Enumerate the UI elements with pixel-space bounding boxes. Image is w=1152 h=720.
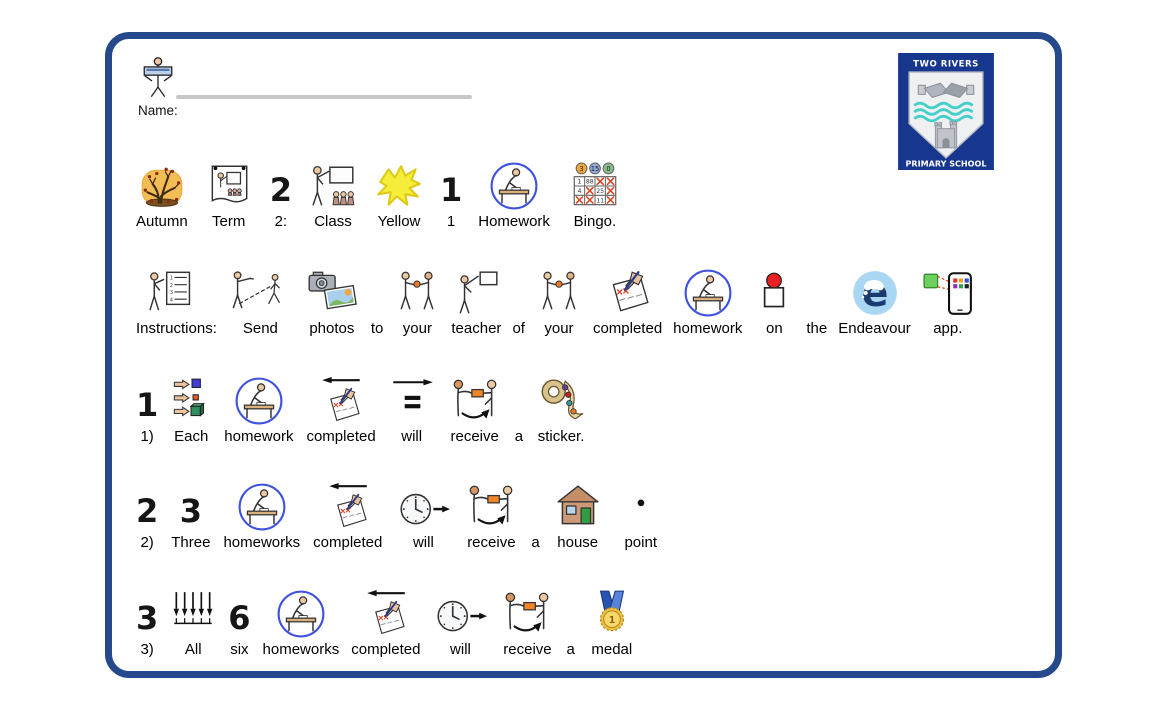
symbol-word-token xyxy=(587,585,637,659)
symbol-word-token xyxy=(171,372,211,446)
name-label: Name: xyxy=(138,103,178,118)
logo-school-name-top: TWO RIVERS xyxy=(913,59,979,70)
word-label: will xyxy=(412,534,434,551)
receive-icon xyxy=(464,482,518,532)
word-label: to xyxy=(370,320,384,337)
word-label: a xyxy=(531,534,540,551)
symbol-word-token xyxy=(616,478,666,552)
word-label: of xyxy=(512,320,525,337)
symbol-word-token xyxy=(170,585,216,659)
symbol-word-token xyxy=(922,264,974,338)
homework-icon xyxy=(276,589,326,639)
symbol-word-token xyxy=(566,585,574,659)
symbol-word-token xyxy=(228,264,293,338)
symbol-word-token xyxy=(389,372,435,446)
instructions-row xyxy=(136,264,974,338)
word-label: Term xyxy=(212,213,246,230)
word-label: a xyxy=(566,641,575,658)
worksheet-card xyxy=(105,32,1062,678)
logo-school-name-bottom: PRIMARY SCHOOL xyxy=(905,159,987,169)
word-label: completed xyxy=(306,428,376,445)
title-row xyxy=(136,157,624,231)
yellow-icon xyxy=(374,161,424,211)
photos-icon xyxy=(304,268,360,318)
word-label: 2) xyxy=(140,534,154,551)
word-label: photos xyxy=(309,320,355,337)
word-label: 1) xyxy=(140,428,154,445)
term-icon xyxy=(204,161,254,211)
symbol-word-token xyxy=(228,585,250,659)
teacher-icon xyxy=(451,268,501,318)
number-glyph: 2 xyxy=(269,171,292,209)
symbol-word-token xyxy=(313,478,382,552)
name-write-line xyxy=(176,95,472,99)
word-label: the xyxy=(806,320,828,337)
word-label: Instructions: xyxy=(136,320,217,337)
word-label: Bingo. xyxy=(573,213,617,230)
medal-icon xyxy=(587,589,637,639)
word-label: Three xyxy=(171,534,211,551)
word-label: Endeavour xyxy=(838,320,911,337)
symbol-word-token xyxy=(136,264,217,338)
symbol-word-token xyxy=(673,264,742,338)
symbol-word-token xyxy=(451,264,501,338)
word-label: six xyxy=(230,641,249,658)
symbol-word-token xyxy=(136,585,158,659)
symbol-word-token xyxy=(171,478,210,552)
word-label: teacher xyxy=(451,320,502,337)
word-label: Yellow xyxy=(377,213,421,230)
completed-arrow-icon xyxy=(316,376,366,426)
number-glyph: 1 xyxy=(136,386,159,424)
number-glyph: 3 xyxy=(136,599,159,637)
completed-arrow-icon xyxy=(323,482,373,532)
symbol-word-token xyxy=(395,478,451,552)
will-clock-icon xyxy=(432,589,488,639)
word-label: will xyxy=(450,641,471,658)
word-label: will xyxy=(401,428,423,445)
symbol-word-token xyxy=(224,372,293,446)
will-equals-icon xyxy=(389,376,435,426)
send-icon xyxy=(228,268,293,318)
word-label: homeworks xyxy=(262,641,340,658)
word-label: house xyxy=(557,534,599,551)
word-label: Each xyxy=(174,428,209,445)
rule-1-row xyxy=(136,372,586,446)
app-icon xyxy=(922,268,974,318)
number-glyph: 2 xyxy=(136,492,159,530)
symbol-word-token xyxy=(536,372,586,446)
symbol-word-token xyxy=(432,585,488,659)
name-badge-icon xyxy=(136,53,180,101)
symbol-word-token xyxy=(478,157,550,231)
symbol-word-token xyxy=(448,372,502,446)
will-clock-icon xyxy=(395,482,451,532)
name-section xyxy=(136,53,180,106)
completed-plain-icon xyxy=(603,268,653,318)
point-icon xyxy=(616,482,666,532)
word-label: homework xyxy=(673,320,743,337)
symbol-word-token xyxy=(806,264,827,338)
symbol-word-token xyxy=(531,478,539,552)
symbol-word-token xyxy=(515,372,523,446)
symbol-word-token xyxy=(306,372,375,446)
symbol-word-token xyxy=(304,264,360,338)
homework-icon xyxy=(234,376,284,426)
symbol-word-token xyxy=(753,264,795,338)
symbol-word-token xyxy=(204,157,254,231)
on-icon xyxy=(753,268,795,318)
all-icon xyxy=(170,589,216,639)
word-label: All xyxy=(184,641,202,658)
number-glyph: 1 xyxy=(439,171,463,209)
symbol-word-token xyxy=(566,157,624,231)
word-label: homework xyxy=(224,428,294,445)
your-icon xyxy=(536,268,582,318)
symbol-word-token xyxy=(270,157,292,231)
number-glyph: 6 xyxy=(228,599,251,637)
word-label: Class xyxy=(314,213,352,230)
word-label: medal xyxy=(591,641,633,658)
rule-3-row xyxy=(136,585,637,659)
word-label: Homework xyxy=(478,213,550,230)
symbol-word-token xyxy=(351,585,420,659)
word-label: on xyxy=(766,320,783,337)
word-label: completed xyxy=(351,641,421,658)
symbol-word-token xyxy=(371,264,384,338)
word-label: 3) xyxy=(140,641,154,658)
symbol-word-token xyxy=(838,264,911,338)
number-glyph: 3 xyxy=(179,492,202,530)
symbol-word-token xyxy=(464,478,518,552)
instructions-icon xyxy=(146,268,206,318)
homework-icon xyxy=(683,268,733,318)
word-label: 2: xyxy=(274,213,288,230)
word-label: completed xyxy=(313,534,383,551)
symbol-word-token xyxy=(374,157,424,231)
symbol-word-token xyxy=(500,585,554,659)
homework-icon xyxy=(489,161,539,211)
word-label: your xyxy=(402,320,432,337)
each-icon xyxy=(171,376,211,426)
symbol-word-token xyxy=(136,372,158,446)
symbol-word-token xyxy=(136,478,158,552)
symbol-word-token xyxy=(136,157,188,231)
class-icon xyxy=(308,161,358,211)
bingo-icon xyxy=(566,161,624,211)
symbol-word-token xyxy=(536,264,582,338)
word-label: receive xyxy=(467,534,516,551)
sticker-icon xyxy=(536,376,586,426)
symbol-word-token xyxy=(593,264,662,338)
homework-icon xyxy=(237,482,287,532)
receive-icon xyxy=(448,376,502,426)
school-logo xyxy=(898,53,994,170)
symbol-word-token xyxy=(440,157,462,231)
word-label: app. xyxy=(933,320,963,337)
symbol-word-token xyxy=(512,264,525,338)
your-icon xyxy=(394,268,440,318)
word-label: receive xyxy=(450,428,499,445)
word-label: 1 xyxy=(446,213,456,230)
house-icon xyxy=(553,482,603,532)
word-label: homeworks xyxy=(223,534,301,551)
endeavour-icon xyxy=(850,268,900,318)
word-label: a xyxy=(514,428,524,445)
word-label: receive xyxy=(503,641,552,658)
completed-arrow-icon xyxy=(361,589,411,639)
word-label: point xyxy=(624,534,657,551)
symbol-word-token xyxy=(553,478,603,552)
symbol-word-token xyxy=(308,157,358,231)
word-label: Autumn xyxy=(136,213,188,230)
word-label: Send xyxy=(242,320,278,337)
symbol-word-token xyxy=(394,264,440,338)
rule-2-row xyxy=(136,478,666,552)
symbol-word-token xyxy=(263,585,340,659)
symbol-word-token xyxy=(223,478,300,552)
word-label: sticker. xyxy=(537,428,585,445)
word-label: completed xyxy=(592,320,663,337)
receive-icon xyxy=(500,589,554,639)
word-label: your xyxy=(544,320,574,337)
autumn-icon xyxy=(137,161,187,211)
